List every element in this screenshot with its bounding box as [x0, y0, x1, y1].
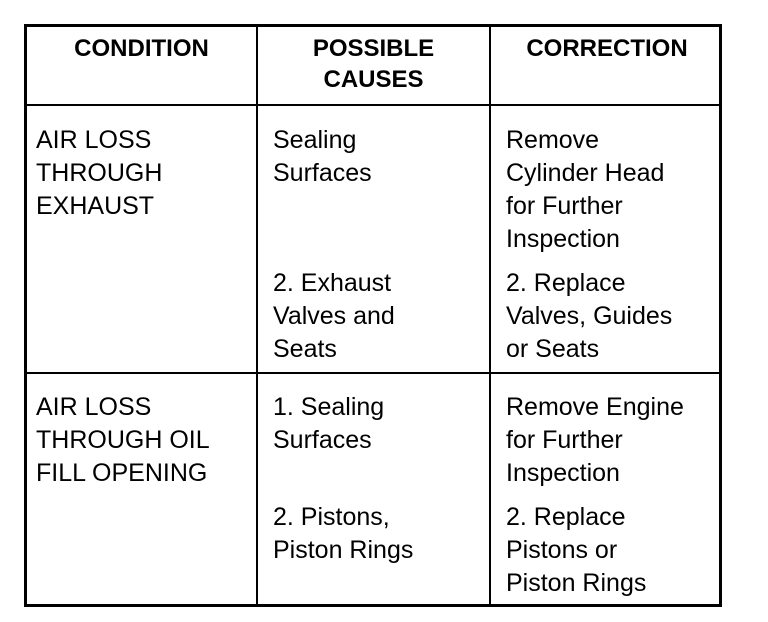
row2-correction-2: 2. Replace Pistons or Piston Rings: [506, 503, 647, 597]
row2-condition: AIR LOSS THROUGH OIL FILL OPENING: [36, 393, 210, 487]
row2-cause-2: 2. Pistons, Piston Rings: [273, 503, 414, 564]
row1-cause-2: 2. Exhaust Valves and Seats: [273, 269, 395, 363]
troubleshooting-table: [24, 24, 722, 607]
header-condition: CONDITION: [74, 35, 209, 62]
row1-cause-1: Sealing Surfaces: [273, 126, 372, 187]
header-correction: CORRECTION: [526, 35, 688, 62]
row1-correction-2: 2. Replace Valves, Guides or Seats: [506, 269, 673, 363]
header-possible-causes: POSSIBLE CAUSES: [312, 35, 435, 93]
row2-cause-1: 1. Sealing Surfaces: [273, 393, 385, 454]
row-divider: [27, 372, 719, 374]
row2-correction-1: Remove Engine for Further Inspection: [506, 393, 684, 487]
row1-correction-1: Remove Cylinder Head for Further Inspection: [506, 126, 665, 253]
column-divider: [256, 27, 258, 604]
header-divider: [27, 104, 719, 106]
row1-condition: AIR LOSS THROUGH EXHAUST: [36, 126, 163, 220]
column-divider: [489, 27, 491, 604]
